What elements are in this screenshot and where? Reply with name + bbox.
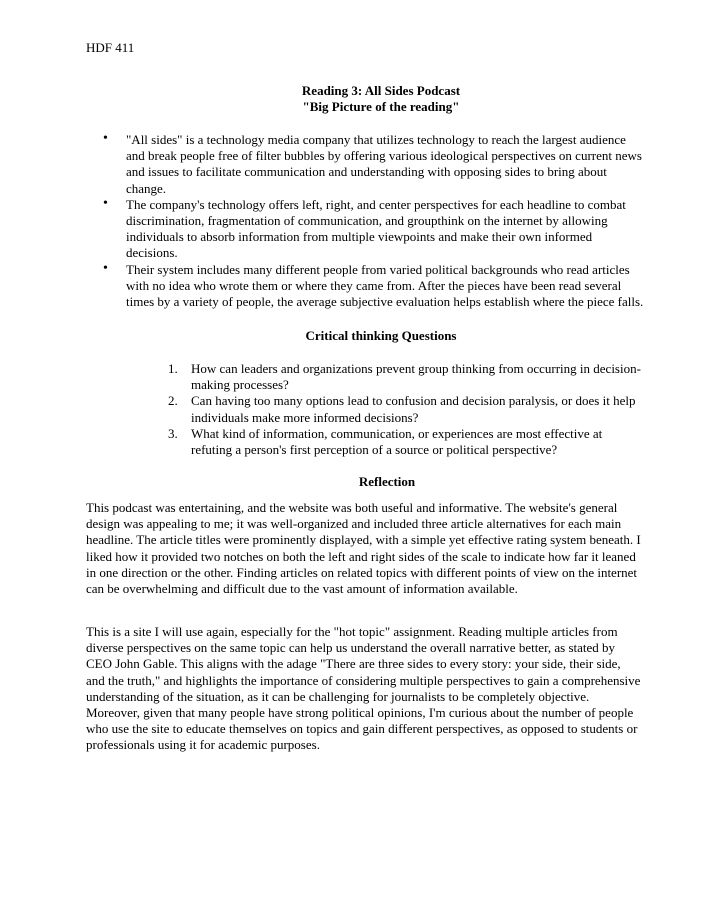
question-number: 3. bbox=[168, 425, 178, 441]
question-text: Can having too many options lead to confusion and decision paralysis, or does it help individuals make more informed decisions? bbox=[191, 393, 636, 425]
reflection-paragraph: This podcast was entertaining, and the website was both useful and informative. The website's general design was appealing to me; it was well-organized and included three article alternatives for each main headline. The article titles were prominently displayed, with a simple yet effective rating system beneath. I liked how it provided two notches on both the left and right sides of the scale to indicate how far it leaned in one direction or the other. Finding articles on related topics with different points of view on the internet can be overwhelming and difficult due to the vast amount of information available. bbox=[86, 500, 641, 597]
document-subtitle: "Big Picture of the reading" bbox=[302, 99, 460, 115]
title-block bbox=[86, 83, 676, 115]
reflection-paragraph: This is a site I will use again, especially for the "hot topic" assignment. Reading multiple articles from diverse perspectives on the same topic can help us understand the overall narrative better, as stated by CEO John Gable. This aligns with the adage "There are three sides to every story: your side, their side, and the truth," and highlights the importance of considering multiple perspectives to gain a comprehensive understanding of the situation, as it can be challenging for journalists to be completely objective. Moreover, given that many people have strong political opinions, I'm curious about the number of people who use the site to educate themselves on topics and gain different perspectives, as opposed to students or professionals using it for academic purposes. bbox=[86, 624, 641, 753]
course-code: HDF 411 bbox=[86, 40, 135, 55]
summary-bullet-list bbox=[86, 132, 646, 310]
bullet-text: Their system includes many different people from varied political backgrounds who read articles with no idea who wrote them or where they came from. After the pieces have been read several times by a variety of people, the average subjective evaluation helps establish where the piece falls. bbox=[126, 261, 644, 310]
question-number: 1. bbox=[168, 361, 178, 376]
question-item bbox=[168, 361, 642, 393]
critical-thinking-heading: Critical thinking Questions bbox=[305, 328, 457, 343]
question-number: 2. bbox=[168, 393, 178, 409]
bullet-text: "All sides" is a technology media company that utilizes technology to reach the largest audience and break people free of filter bubbles by offering various ideological perspectives on current news and issues to facilitate communication and understanding with opposing sides to bring about change. bbox=[126, 132, 642, 196]
reflection-heading: Reflection bbox=[358, 474, 416, 489]
question-text: How can leaders and organizations prevent group thinking from occurring in decision-making processes? bbox=[191, 361, 641, 393]
question-item bbox=[168, 426, 642, 458]
bullet-item bbox=[86, 262, 646, 311]
question-text: What kind of information, communication, or experiences are most effective at refuting a person's first perception of a source or political perspective? bbox=[191, 425, 603, 458]
bullet-icon: • bbox=[103, 260, 108, 276]
question-item bbox=[168, 393, 642, 425]
bullet-icon: • bbox=[103, 131, 108, 146]
bullet-icon: • bbox=[103, 195, 108, 211]
bullet-item bbox=[86, 197, 646, 262]
document-title: Reading 3: All Sides Podcast bbox=[301, 83, 461, 98]
bullet-text: The company's technology offers left, right, and center perspectives for each headline to combat discrimination, fragmentation of communication, and groupthink on the internet by allowing individuals to absorb information from multiple viewpoints and make their own informed decisions. bbox=[126, 196, 626, 261]
bullet-item bbox=[86, 132, 646, 197]
question-list bbox=[168, 361, 642, 458]
